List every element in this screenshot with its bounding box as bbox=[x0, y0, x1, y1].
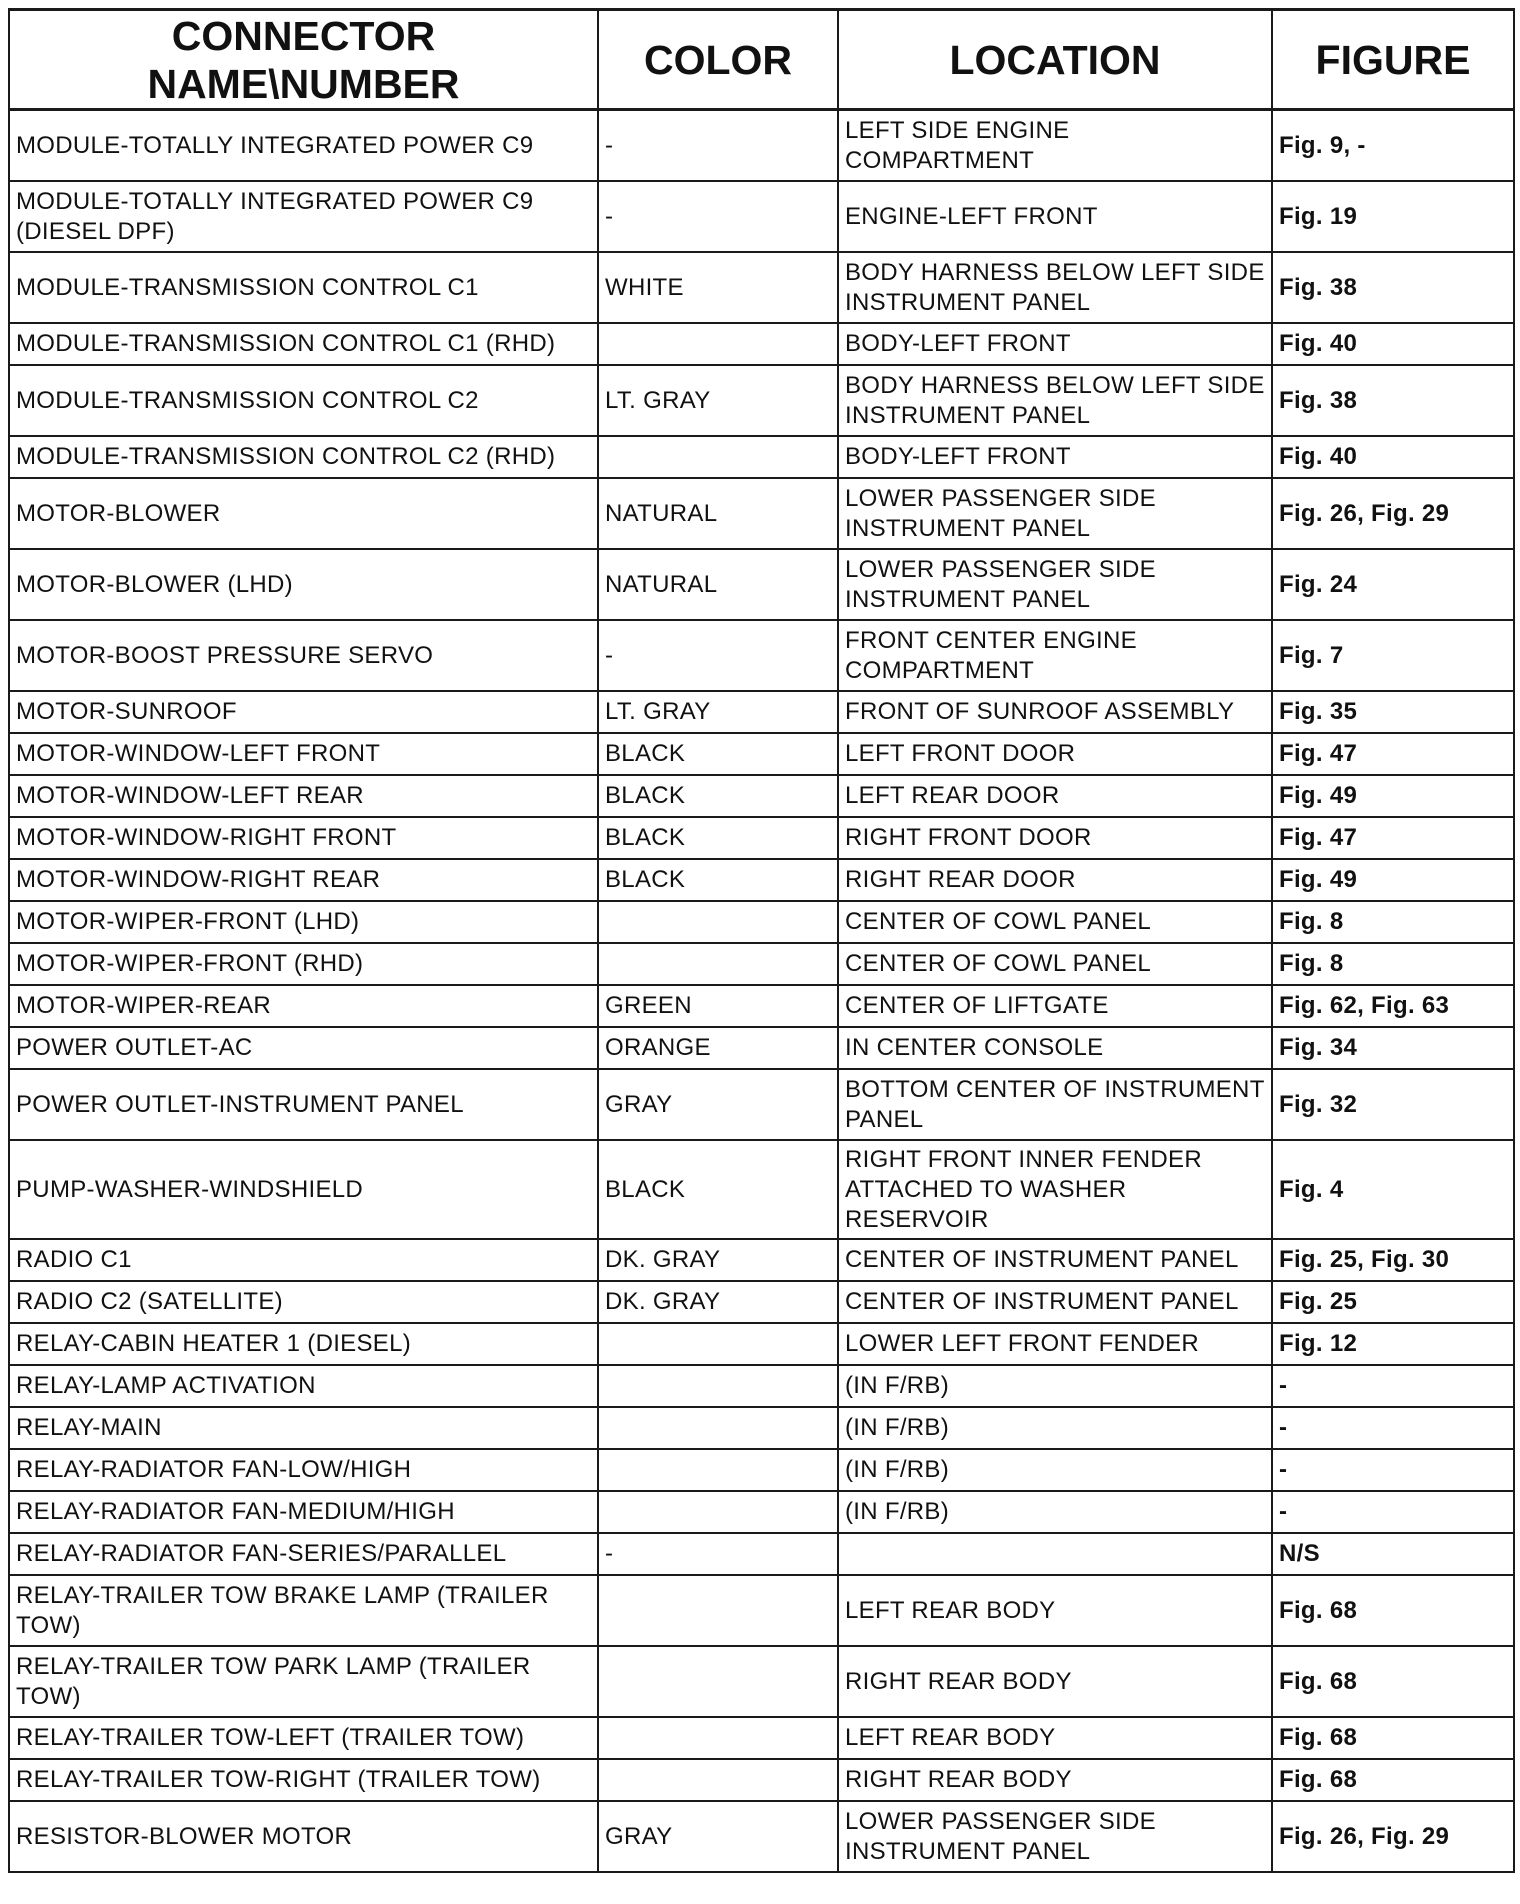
location-cell: CENTER OF INSTRUMENT PANEL bbox=[838, 1239, 1272, 1281]
color-cell bbox=[598, 901, 838, 943]
figure-cell: Fig. 68 bbox=[1272, 1759, 1514, 1801]
location-cell: RIGHT REAR BODY bbox=[838, 1759, 1272, 1801]
location-cell: IN CENTER CONSOLE bbox=[838, 1027, 1272, 1069]
table-row bbox=[9, 733, 1514, 775]
table-row bbox=[9, 775, 1514, 817]
header-row bbox=[9, 10, 1514, 110]
table-row bbox=[9, 1575, 1514, 1646]
color-cell bbox=[598, 1323, 838, 1365]
connector-name-cell: MOTOR-WIPER-FRONT (RHD) bbox=[9, 943, 598, 985]
table-row bbox=[9, 1801, 1514, 1872]
table-row bbox=[9, 252, 1514, 323]
location-cell: BODY-LEFT FRONT bbox=[838, 323, 1272, 365]
color-cell: GRAY bbox=[598, 1801, 838, 1872]
location-cell: CENTER OF LIFTGATE bbox=[838, 985, 1272, 1027]
column-header-color: COLOR bbox=[598, 10, 838, 110]
table-row bbox=[9, 436, 1514, 478]
color-cell bbox=[598, 943, 838, 985]
connector-name-cell: POWER OUTLET-AC bbox=[9, 1027, 598, 1069]
location-cell: RIGHT REAR DOOR bbox=[838, 859, 1272, 901]
connector-name-cell: MOTOR-WINDOW-RIGHT REAR bbox=[9, 859, 598, 901]
location-cell: RIGHT FRONT INNER FENDER ATTACHED TO WASHER RESERVOIR bbox=[838, 1140, 1272, 1239]
figure-cell: Fig. 40 bbox=[1272, 323, 1514, 365]
figure-cell: Fig. 8 bbox=[1272, 901, 1514, 943]
table-row bbox=[9, 1239, 1514, 1281]
figure-cell: Fig. 68 bbox=[1272, 1646, 1514, 1717]
location-cell: LEFT REAR BODY bbox=[838, 1717, 1272, 1759]
connector-name-cell: RELAY-RADIATOR FAN-MEDIUM/HIGH bbox=[9, 1491, 598, 1533]
figure-cell: Fig. 47 bbox=[1272, 733, 1514, 775]
connector-name-cell: MODULE-TRANSMISSION CONTROL C1 bbox=[9, 252, 598, 323]
table-row bbox=[9, 1646, 1514, 1717]
connector-name-cell: MOTOR-BLOWER bbox=[9, 478, 598, 549]
figure-cell: Fig. 34 bbox=[1272, 1027, 1514, 1069]
figure-cell: Fig. 24 bbox=[1272, 549, 1514, 620]
connector-name-cell: RELAY-TRAILER TOW BRAKE LAMP (TRAILER TOW) bbox=[9, 1575, 598, 1646]
color-cell bbox=[598, 1646, 838, 1717]
figure-cell: Fig. 62, Fig. 63 bbox=[1272, 985, 1514, 1027]
color-cell: - bbox=[598, 110, 838, 182]
column-header-connector-name bbox=[9, 10, 598, 110]
table-row bbox=[9, 1407, 1514, 1449]
location-cell: BOTTOM CENTER OF INSTRUMENT PANEL bbox=[838, 1069, 1272, 1140]
connector-name-cell: MOTOR-WINDOW-LEFT FRONT bbox=[9, 733, 598, 775]
color-cell: - bbox=[598, 181, 838, 252]
location-cell: BODY-LEFT FRONT bbox=[838, 436, 1272, 478]
location-cell: ENGINE-LEFT FRONT bbox=[838, 181, 1272, 252]
connector-name-cell: MOTOR-BLOWER (LHD) bbox=[9, 549, 598, 620]
column-header-connector-line2: NAME\NUMBER bbox=[147, 60, 460, 107]
table-row bbox=[9, 1533, 1514, 1575]
connector-name-cell: MOTOR-WIPER-FRONT (LHD) bbox=[9, 901, 598, 943]
color-cell: BLACK bbox=[598, 859, 838, 901]
color-cell: GREEN bbox=[598, 985, 838, 1027]
connector-name-cell: PUMP-WASHER-WINDSHIELD bbox=[9, 1140, 598, 1239]
table-row bbox=[9, 901, 1514, 943]
color-cell: BLACK bbox=[598, 733, 838, 775]
connector-name-cell: RELAY-RADIATOR FAN-SERIES/PARALLEL bbox=[9, 1533, 598, 1575]
figure-cell: Fig. 47 bbox=[1272, 817, 1514, 859]
figure-cell: Fig. 25 bbox=[1272, 1281, 1514, 1323]
figure-cell: Fig. 25, Fig. 30 bbox=[1272, 1239, 1514, 1281]
color-cell: WHITE bbox=[598, 252, 838, 323]
location-cell: (IN F/RB) bbox=[838, 1449, 1272, 1491]
connector-name-cell: MOTOR-WINDOW-RIGHT FRONT bbox=[9, 817, 598, 859]
color-cell: LT. GRAY bbox=[598, 691, 838, 733]
color-cell bbox=[598, 1717, 838, 1759]
table-row bbox=[9, 1759, 1514, 1801]
figure-cell: Fig. 4 bbox=[1272, 1140, 1514, 1239]
table-row bbox=[9, 620, 1514, 691]
figure-cell: Fig. 32 bbox=[1272, 1069, 1514, 1140]
color-cell bbox=[598, 1407, 838, 1449]
connector-name-cell: RELAY-TRAILER TOW-LEFT (TRAILER TOW) bbox=[9, 1717, 598, 1759]
connector-name-cell: MOTOR-WIPER-REAR bbox=[9, 985, 598, 1027]
column-header-connector-line1: CONNECTOR bbox=[171, 12, 436, 59]
figure-cell: N/S bbox=[1272, 1533, 1514, 1575]
figure-cell: Fig. 40 bbox=[1272, 436, 1514, 478]
connector-name-cell: RELAY-MAIN bbox=[9, 1407, 598, 1449]
table-row bbox=[9, 943, 1514, 985]
connector-name-cell: MODULE-TOTALLY INTEGRATED POWER C9 (DIESEL DPF) bbox=[9, 181, 598, 252]
connector-name-cell: RADIO C2 (SATELLITE) bbox=[9, 1281, 598, 1323]
figure-cell: Fig. 7 bbox=[1272, 620, 1514, 691]
figure-cell: Fig. 49 bbox=[1272, 859, 1514, 901]
location-cell: FRONT CENTER ENGINE COMPARTMENT bbox=[838, 620, 1272, 691]
table-row bbox=[9, 691, 1514, 733]
location-cell: LEFT REAR DOOR bbox=[838, 775, 1272, 817]
table-row bbox=[9, 817, 1514, 859]
figure-cell: - bbox=[1272, 1449, 1514, 1491]
color-cell bbox=[598, 1575, 838, 1646]
color-cell bbox=[598, 323, 838, 365]
color-cell: DK. GRAY bbox=[598, 1281, 838, 1323]
table-row bbox=[9, 1365, 1514, 1407]
connector-name-cell: MOTOR-BOOST PRESSURE SERVO bbox=[9, 620, 598, 691]
table-row bbox=[9, 1717, 1514, 1759]
color-cell: - bbox=[598, 620, 838, 691]
column-header-figure: FIGURE bbox=[1272, 10, 1514, 110]
table-row bbox=[9, 549, 1514, 620]
figure-cell: Fig. 12 bbox=[1272, 1323, 1514, 1365]
color-cell bbox=[598, 1449, 838, 1491]
connector-name-cell: MODULE-TRANSMISSION CONTROL C2 bbox=[9, 365, 598, 436]
color-cell: BLACK bbox=[598, 1140, 838, 1239]
table-row bbox=[9, 110, 1514, 182]
color-cell: - bbox=[598, 1533, 838, 1575]
location-cell: RIGHT REAR BODY bbox=[838, 1646, 1272, 1717]
connector-name-cell: RELAY-TRAILER TOW PARK LAMP (TRAILER TOW) bbox=[9, 1646, 598, 1717]
color-cell: BLACK bbox=[598, 775, 838, 817]
figure-cell: Fig. 49 bbox=[1272, 775, 1514, 817]
table-row bbox=[9, 181, 1514, 252]
table-row bbox=[9, 859, 1514, 901]
connector-name-cell: RELAY-RADIATOR FAN-LOW/HIGH bbox=[9, 1449, 598, 1491]
color-cell: ORANGE bbox=[598, 1027, 838, 1069]
figure-cell: Fig. 38 bbox=[1272, 365, 1514, 436]
figure-cell: Fig. 19 bbox=[1272, 181, 1514, 252]
figure-cell: - bbox=[1272, 1365, 1514, 1407]
connector-name-cell: RELAY-CABIN HEATER 1 (DIESEL) bbox=[9, 1323, 598, 1365]
color-cell bbox=[598, 1759, 838, 1801]
location-cell: (IN F/RB) bbox=[838, 1491, 1272, 1533]
figure-cell: - bbox=[1272, 1491, 1514, 1533]
connector-name-cell: MOTOR-WINDOW-LEFT REAR bbox=[9, 775, 598, 817]
location-cell: LOWER PASSENGER SIDE INSTRUMENT PANEL bbox=[838, 478, 1272, 549]
column-header-location: LOCATION bbox=[838, 10, 1272, 110]
color-cell: BLACK bbox=[598, 817, 838, 859]
table-row bbox=[9, 1069, 1514, 1140]
connector-name-cell: MODULE-TOTALLY INTEGRATED POWER C9 bbox=[9, 110, 598, 182]
connector-name-cell: RELAY-TRAILER TOW-RIGHT (TRAILER TOW) bbox=[9, 1759, 598, 1801]
location-cell: (IN F/RB) bbox=[838, 1365, 1272, 1407]
figure-cell: Fig. 8 bbox=[1272, 943, 1514, 985]
location-cell: RIGHT FRONT DOOR bbox=[838, 817, 1272, 859]
location-cell: CENTER OF COWL PANEL bbox=[838, 943, 1272, 985]
location-cell: BODY HARNESS BELOW LEFT SIDE INSTRUMENT PANEL bbox=[838, 252, 1272, 323]
color-cell: GRAY bbox=[598, 1069, 838, 1140]
table-row bbox=[9, 365, 1514, 436]
connector-name-cell: RELAY-LAMP ACTIVATION bbox=[9, 1365, 598, 1407]
location-cell: LOWER LEFT FRONT FENDER bbox=[838, 1323, 1272, 1365]
connector-name-cell: RESISTOR-BLOWER MOTOR bbox=[9, 1801, 598, 1872]
figure-cell: Fig. 68 bbox=[1272, 1717, 1514, 1759]
table-row bbox=[9, 1323, 1514, 1365]
location-cell: LOWER PASSENGER SIDE INSTRUMENT PANEL bbox=[838, 1801, 1272, 1872]
connector-name-cell: RADIO C1 bbox=[9, 1239, 598, 1281]
location-cell: LEFT FRONT DOOR bbox=[838, 733, 1272, 775]
figure-cell: Fig. 26, Fig. 29 bbox=[1272, 478, 1514, 549]
color-cell: LT. GRAY bbox=[598, 365, 838, 436]
figure-cell: - bbox=[1272, 1407, 1514, 1449]
table-row bbox=[9, 1027, 1514, 1069]
table-row bbox=[9, 323, 1514, 365]
table-row bbox=[9, 478, 1514, 549]
figure-cell: Fig. 68 bbox=[1272, 1575, 1514, 1646]
table-row bbox=[9, 1491, 1514, 1533]
color-cell bbox=[598, 436, 838, 478]
connector-name-cell: MODULE-TRANSMISSION CONTROL C1 (RHD) bbox=[9, 323, 598, 365]
location-cell: LOWER PASSENGER SIDE INSTRUMENT PANEL bbox=[838, 549, 1272, 620]
location-cell: LEFT REAR BODY bbox=[838, 1575, 1272, 1646]
figure-cell: Fig. 26, Fig. 29 bbox=[1272, 1801, 1514, 1872]
color-cell bbox=[598, 1491, 838, 1533]
connector-name-cell: MOTOR-SUNROOF bbox=[9, 691, 598, 733]
table-row bbox=[9, 1140, 1514, 1239]
figure-cell: Fig. 35 bbox=[1272, 691, 1514, 733]
connector-name-cell: MODULE-TRANSMISSION CONTROL C2 (RHD) bbox=[9, 436, 598, 478]
location-cell: (IN F/RB) bbox=[838, 1407, 1272, 1449]
connector-location-table bbox=[8, 8, 1515, 1873]
color-cell: NATURAL bbox=[598, 549, 838, 620]
location-cell bbox=[838, 1533, 1272, 1575]
location-cell: CENTER OF INSTRUMENT PANEL bbox=[838, 1281, 1272, 1323]
location-cell: FRONT OF SUNROOF ASSEMBLY bbox=[838, 691, 1272, 733]
location-cell: CENTER OF COWL PANEL bbox=[838, 901, 1272, 943]
location-cell: BODY HARNESS BELOW LEFT SIDE INSTRUMENT PANEL bbox=[838, 365, 1272, 436]
figure-cell: Fig. 9, - bbox=[1272, 110, 1514, 182]
color-cell: NATURAL bbox=[598, 478, 838, 549]
location-cell: LEFT SIDE ENGINE COMPARTMENT bbox=[838, 110, 1272, 182]
color-cell: DK. GRAY bbox=[598, 1239, 838, 1281]
connector-name-cell: POWER OUTLET-INSTRUMENT PANEL bbox=[9, 1069, 598, 1140]
table-row bbox=[9, 1449, 1514, 1491]
table-row bbox=[9, 1281, 1514, 1323]
figure-cell: Fig. 38 bbox=[1272, 252, 1514, 323]
table-row bbox=[9, 985, 1514, 1027]
color-cell bbox=[598, 1365, 838, 1407]
